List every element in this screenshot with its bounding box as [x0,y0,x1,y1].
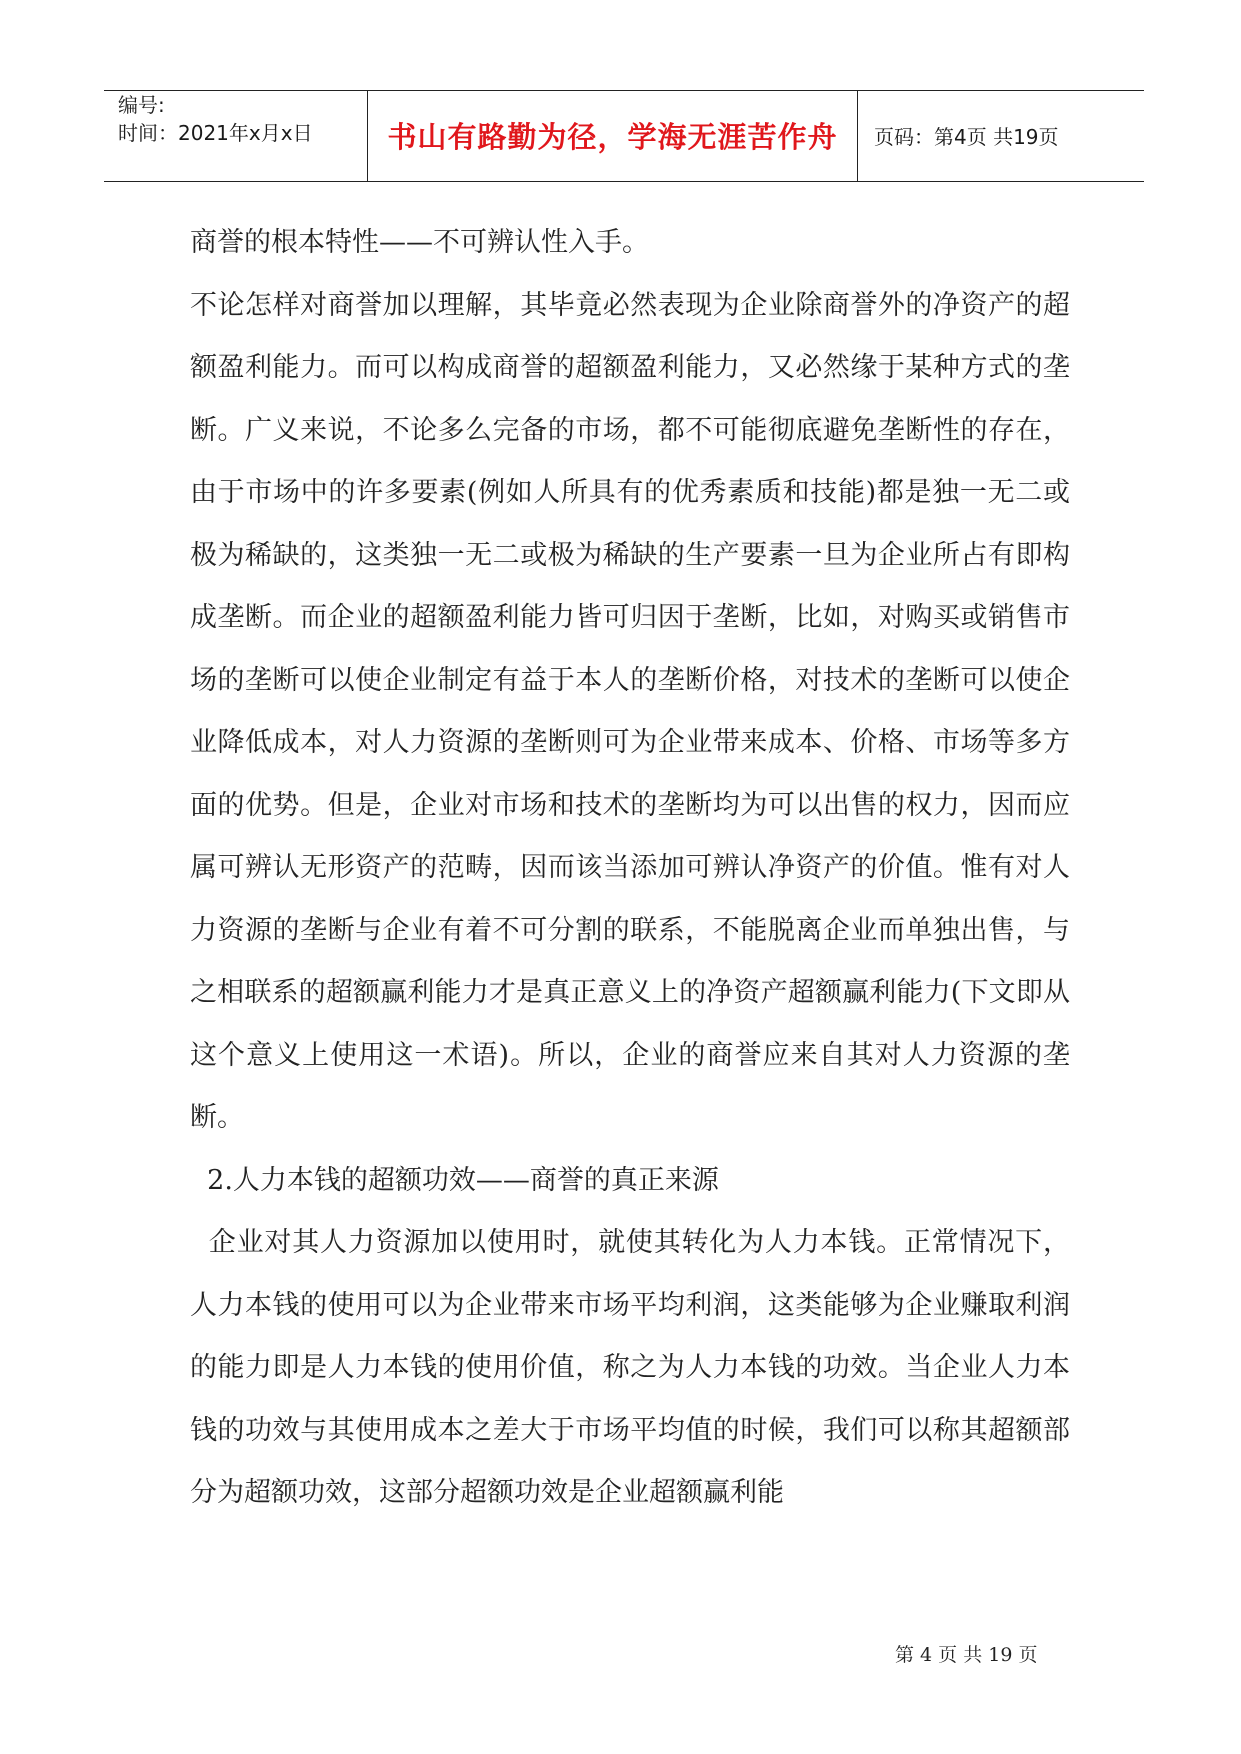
document-body [190,212,1070,1525]
paragraph: 不论怎样对商誉加以理解，其毕竟必然表现为企业除商誉外的净资产的超额盈利能力。而可以构成商誉的超额盈利能力，又必然缘于某种方式的垄断。广义来说，不论多么完备的市场，都不可能彻底避免垄断性的存在，由于市场中的许多要素(例如人所具有的优秀素质和技能)都是独一无二或极为稀缺的，这类独一无二或极为稀缺的生产要素一旦为企业所占有即构成垄断。而企业的超额盈利能力皆可归因于垄断，比如，对购买或销售市场的垄断可以使企业制定有益于本人的垄断价格，对技术的垄断可以使企业降低成本，对人力资源的垄断则可为企业带来成本、价格、市场等多方面的优势。但是，企业对市场和技术的垄断均为可以出售的权力，因而应属可辨认无形资产的范畴，因而该当添加可辨认净资产的价值。惟有对人力资源的垄断与企业有着不可分割的联系，不能脱离企业而单独出售，与之相联系的超额赢利能力才是真正意义上的净资产超额赢利能力(下文即从这个意义上使用这一术语)。所以，企业的商誉应来自其对人力资源的垄断。 [190,289,1070,1133]
document-date: 时间：2021年x月x日 [118,121,313,145]
page-footer: 第 4 页 共 19 页 [895,1644,1038,1666]
document-number-label: 编号: [118,93,165,117]
section-heading: 2.人力本钱的超额功效——商誉的真正来源 [190,1164,719,1196]
page-header [104,90,1144,182]
header-page-number: 页码：第4页 共19页 [874,125,1059,149]
header-meta [104,91,368,181]
paragraph: 商誉的根本特性——不可辨认性入手。 [190,227,649,258]
paragraph: 企业对其人力资源加以使用时，就使其转化为人力本钱。正常情况下，人力本钱的使用可以为企业带来市场平均利润，这类能够为企业赚取利润的能力即是人力本钱的使用价值，称之为人力本钱的功效。当企业人力本钱的功效与其使用成本之差大于市场平均值的时候，我们可以称其超额部分为超额功效，这部分超额功效是企业超额赢利能 [190,1227,1070,1508]
header-motto: 书山有路勤为径，学海无涯苦作舟 [368,91,858,181]
